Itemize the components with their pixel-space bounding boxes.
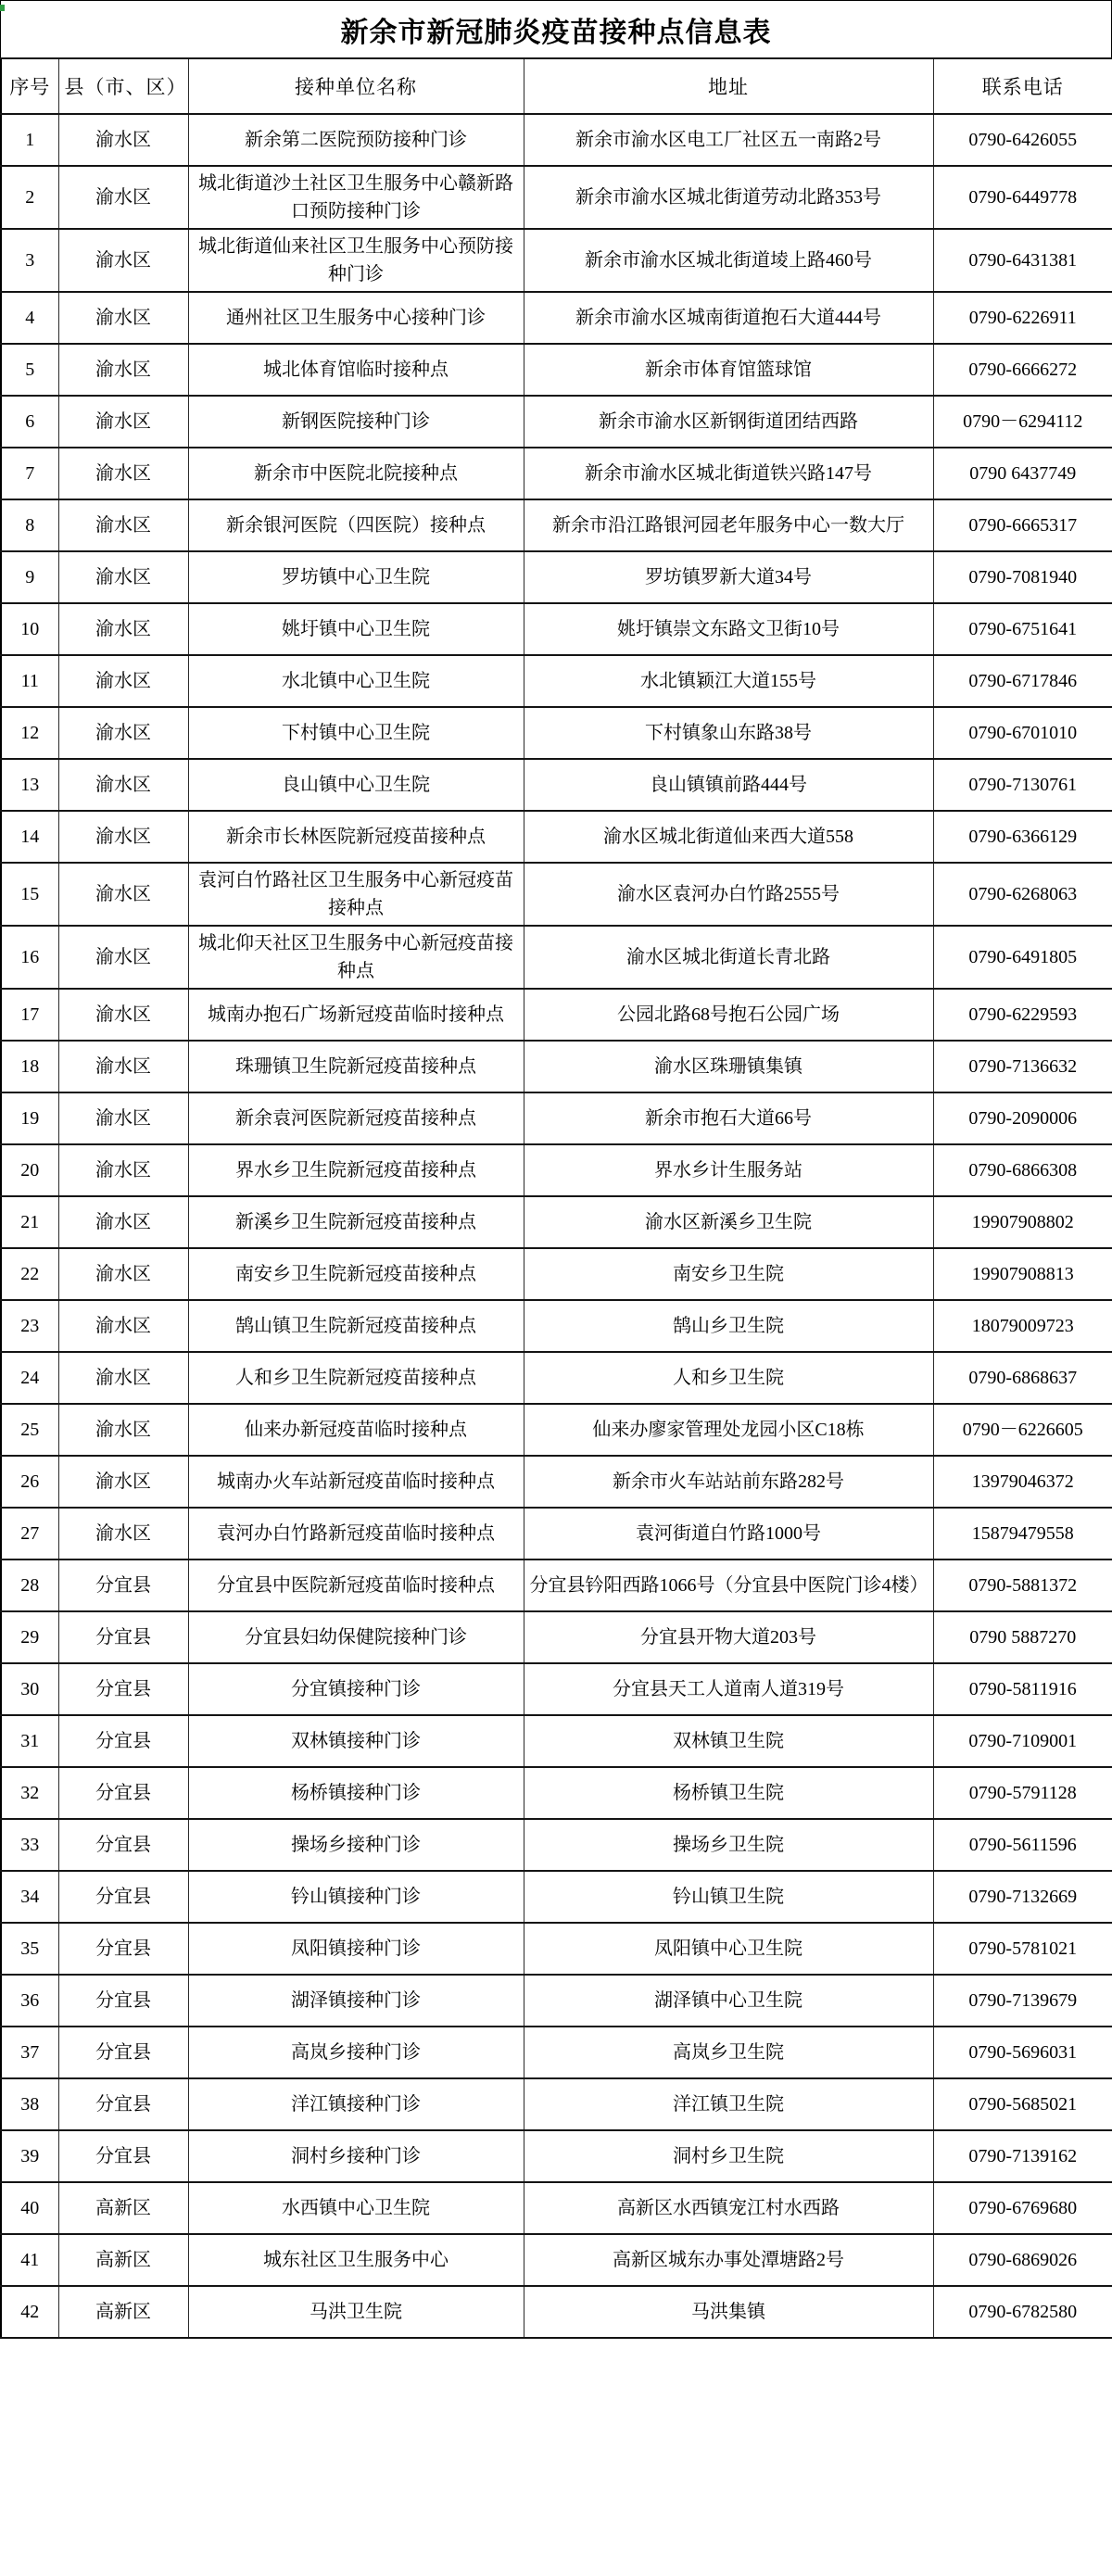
district-cell: 高新区 [58,2182,188,2234]
table-row [1,759,1112,811]
seq-cell: 12 [1,707,58,759]
phone-cell: 0790－6226605 [933,1404,1112,1456]
district-cell: 渝水区 [58,989,188,1041]
table-row [1,1041,1112,1092]
address-cell: 钤山镇卫生院 [524,1871,933,1923]
unit-name-cell: 新余市长林医院新冠疫苗接种点 [188,811,524,863]
unit-name-cell: 界水乡卫生院新冠疫苗接种点 [188,1144,524,1196]
unit-name-cell: 罗坊镇中心卫生院 [188,551,524,603]
table-row [1,926,1112,989]
address-cell: 新余市渝水区城北街道铁兴路147号 [524,448,933,499]
seq-cell: 28 [1,1559,58,1611]
address-cell: 仙来办廖家管理处龙园小区C18栋 [524,1404,933,1456]
phone-cell: 0790-6491805 [933,926,1112,989]
phone-cell: 0790-5696031 [933,2027,1112,2078]
phone-cell: 19907908802 [933,1196,1112,1248]
district-cell: 分宜县 [58,1611,188,1663]
address-cell: 新余市沿江路银河园老年服务中心一数大厅 [524,499,933,551]
district-cell: 渝水区 [58,114,188,166]
table-row [1,1663,1112,1715]
phone-cell: 0790-7136632 [933,1041,1112,1092]
seq-cell: 42 [1,2286,58,2338]
unit-name-cell: 城北体育馆临时接种点 [188,344,524,396]
table-row [1,1456,1112,1508]
seq-cell: 11 [1,655,58,707]
address-cell: 南安乡卫生院 [524,1248,933,1300]
phone-cell: 0790-5811916 [933,1663,1112,1715]
column-header-district: 县（市、区） [58,58,188,114]
unit-name-cell: 分宜县妇幼保健院接种门诊 [188,1611,524,1663]
unit-name-cell: 双林镇接种门诊 [188,1715,524,1767]
table-row [1,396,1112,448]
address-cell: 分宜县钤阳西路1066号（分宜县中医院门诊4楼） [524,1559,933,1611]
address-cell: 鹄山乡卫生院 [524,1300,933,1352]
column-header-seq: 序号 [1,58,58,114]
table-row [1,448,1112,499]
unit-name-cell: 鹄山镇卫生院新冠疫苗接种点 [188,1300,524,1352]
seq-cell: 36 [1,1975,58,2027]
phone-cell: 0790-6226911 [933,292,1112,344]
table-row [1,655,1112,707]
unit-name-cell: 马洪卫生院 [188,2286,524,2338]
seq-cell: 24 [1,1352,58,1404]
seq-cell: 32 [1,1767,58,1819]
unit-name-cell: 新钢医院接种门诊 [188,396,524,448]
seq-cell: 21 [1,1196,58,1248]
district-cell: 分宜县 [58,1975,188,2027]
unit-name-cell: 姚圩镇中心卫生院 [188,603,524,655]
address-cell: 高岚乡卫生院 [524,2027,933,2078]
table-row [1,811,1112,863]
table-row [1,1715,1112,1767]
address-cell: 新余市渝水区新钢街道团结西路 [524,396,933,448]
unit-name-cell: 凤阳镇接种门诊 [188,1923,524,1975]
phone-cell: 0790-5881372 [933,1559,1112,1611]
table-row [1,2130,1112,2182]
phone-cell: 0790-6449778 [933,166,1112,229]
table-row [1,989,1112,1041]
phone-cell: 18079009723 [933,1300,1112,1352]
address-cell: 分宜县开物大道203号 [524,1611,933,1663]
address-cell: 湖泽镇中心卫生院 [524,1975,933,2027]
district-cell: 渝水区 [58,1196,188,1248]
seq-cell: 23 [1,1300,58,1352]
seq-cell: 31 [1,1715,58,1767]
table-header-row [1,58,1112,114]
phone-cell: 0790－6294112 [933,396,1112,448]
seq-cell: 9 [1,551,58,603]
unit-name-cell: 袁河白竹路社区卫生服务中心新冠疫苗接种点 [188,863,524,926]
vaccination-points-table [0,57,1112,2339]
address-cell: 洋江镇卫生院 [524,2078,933,2130]
seq-cell: 25 [1,1404,58,1456]
table-row [1,292,1112,344]
address-cell: 罗坊镇罗新大道34号 [524,551,933,603]
address-cell: 渝水区袁河办白竹路2555号 [524,863,933,926]
table-row [1,1092,1112,1144]
scan-artifact-dot [0,5,5,11]
address-cell: 分宜县天工人道南人道319号 [524,1663,933,1715]
district-cell: 渝水区 [58,1456,188,1508]
phone-cell: 19907908813 [933,1248,1112,1300]
phone-cell: 0790 6437749 [933,448,1112,499]
seq-cell: 29 [1,1611,58,1663]
district-cell: 分宜县 [58,1871,188,1923]
table-row [1,1300,1112,1352]
unit-name-cell: 湖泽镇接种门诊 [188,1975,524,2027]
phone-cell: 0790-5685021 [933,2078,1112,2130]
phone-cell: 0790-7132669 [933,1871,1112,1923]
district-cell: 渝水区 [58,926,188,989]
district-cell: 渝水区 [58,1041,188,1092]
table-row [1,1819,1112,1871]
phone-cell: 0790-5781021 [933,1923,1112,1975]
district-cell: 渝水区 [58,655,188,707]
table-row [1,551,1112,603]
seq-cell: 40 [1,2182,58,2234]
district-cell: 分宜县 [58,1663,188,1715]
address-cell: 新余市渝水区城南街道抱石大道444号 [524,292,933,344]
seq-cell: 22 [1,1248,58,1300]
phone-cell: 0790-6268063 [933,863,1112,926]
district-cell: 渝水区 [58,292,188,344]
table-row [1,344,1112,396]
seq-cell: 35 [1,1923,58,1975]
address-cell: 渝水区城北街道长青北路 [524,926,933,989]
unit-name-cell: 城东社区卫生服务中心 [188,2234,524,2286]
unit-name-cell: 人和乡卫生院新冠疫苗接种点 [188,1352,524,1404]
district-cell: 分宜县 [58,1715,188,1767]
unit-name-cell: 城北仰天社区卫生服务中心新冠疫苗接种点 [188,926,524,989]
seq-cell: 27 [1,1508,58,1559]
unit-name-cell: 城北街道仙来社区卫生服务中心预防接种门诊 [188,229,524,292]
district-cell: 分宜县 [58,2027,188,2078]
district-cell: 分宜县 [58,1559,188,1611]
seq-cell: 8 [1,499,58,551]
district-cell: 渝水区 [58,759,188,811]
seq-cell: 34 [1,1871,58,1923]
address-cell: 双林镇卫生院 [524,1715,933,1767]
district-cell: 渝水区 [58,396,188,448]
district-cell: 渝水区 [58,1144,188,1196]
phone-cell: 0790-6868637 [933,1352,1112,1404]
phone-cell: 0790-6869026 [933,2234,1112,2286]
address-cell: 人和乡卫生院 [524,1352,933,1404]
address-cell: 袁河街道白竹路1000号 [524,1508,933,1559]
address-cell: 水北镇颖江大道155号 [524,655,933,707]
unit-name-cell: 分宜县中医院新冠疫苗临时接种点 [188,1559,524,1611]
table-row [1,1352,1112,1404]
table-row [1,2234,1112,2286]
table-row [1,1975,1112,2027]
address-cell: 高新区城东办事处潭塘路2号 [524,2234,933,2286]
unit-name-cell: 通州社区卫生服务中心接种门诊 [188,292,524,344]
unit-name-cell: 新余袁河医院新冠疫苗接种点 [188,1092,524,1144]
district-cell: 渝水区 [58,1352,188,1404]
unit-name-cell: 珠珊镇卫生院新冠疫苗接种点 [188,1041,524,1092]
district-cell: 渝水区 [58,707,188,759]
phone-cell: 0790-7139162 [933,2130,1112,2182]
unit-name-cell: 仙来办新冠疫苗临时接种点 [188,1404,524,1456]
district-cell: 分宜县 [58,1819,188,1871]
seq-cell: 26 [1,1456,58,1508]
unit-name-cell: 高岚乡接种门诊 [188,2027,524,2078]
phone-cell: 0790-7109001 [933,1715,1112,1767]
phone-cell: 0790-6717846 [933,655,1112,707]
phone-cell: 0790-6751641 [933,603,1112,655]
district-cell: 分宜县 [58,2078,188,2130]
district-cell: 渝水区 [58,1508,188,1559]
unit-name-cell: 水西镇中心卫生院 [188,2182,524,2234]
address-cell: 新余市渝水区城北街道堎上路460号 [524,229,933,292]
seq-cell: 41 [1,2234,58,2286]
address-cell: 界水乡计生服务站 [524,1144,933,1196]
seq-cell: 5 [1,344,58,396]
seq-cell: 14 [1,811,58,863]
table-row [1,1248,1112,1300]
address-cell: 新余市渝水区电工厂社区五一南路2号 [524,114,933,166]
district-cell: 高新区 [58,2234,188,2286]
unit-name-cell: 水北镇中心卫生院 [188,655,524,707]
district-cell: 分宜县 [58,1923,188,1975]
table-row [1,499,1112,551]
phone-cell: 0790-5791128 [933,1767,1112,1819]
district-cell: 渝水区 [58,863,188,926]
seq-cell: 17 [1,989,58,1041]
phone-cell: 0790-6229593 [933,989,1112,1041]
phone-cell: 0790-6431381 [933,229,1112,292]
phone-cell: 0790-2090006 [933,1092,1112,1144]
address-cell: 渝水区新溪乡卫生院 [524,1196,933,1248]
unit-name-cell: 城北街道沙土社区卫生服务中心赣新路口预防接种门诊 [188,166,524,229]
address-cell: 洞村乡卫生院 [524,2130,933,2182]
table-row [1,863,1112,926]
column-header-address: 地址 [524,58,933,114]
table-row [1,1923,1112,1975]
seq-cell: 7 [1,448,58,499]
table-row [1,166,1112,229]
unit-name-cell: 洋江镇接种门诊 [188,2078,524,2130]
phone-cell: 0790-6769680 [933,2182,1112,2234]
unit-name-cell: 下村镇中心卫生院 [188,707,524,759]
seq-cell: 15 [1,863,58,926]
phone-cell: 0790-5611596 [933,1819,1112,1871]
table-row [1,114,1112,166]
address-cell: 杨桥镇卫生院 [524,1767,933,1819]
address-cell: 新余市火车站站前东路282号 [524,1456,933,1508]
district-cell: 渝水区 [58,499,188,551]
table-row [1,1144,1112,1196]
unit-name-cell: 操场乡接种门诊 [188,1819,524,1871]
phone-cell: 0790-6665317 [933,499,1112,551]
seq-cell: 3 [1,229,58,292]
unit-name-cell: 洞村乡接种门诊 [188,2130,524,2182]
table-row [1,1508,1112,1559]
district-cell: 渝水区 [58,229,188,292]
district-cell: 分宜县 [58,1767,188,1819]
district-cell: 渝水区 [58,448,188,499]
address-cell: 凤阳镇中心卫生院 [524,1923,933,1975]
address-cell: 姚圩镇崇文东路文卫街10号 [524,603,933,655]
unit-name-cell: 良山镇中心卫生院 [188,759,524,811]
seq-cell: 39 [1,2130,58,2182]
table-row [1,2078,1112,2130]
district-cell: 渝水区 [58,1404,188,1456]
phone-cell: 0790-6666272 [933,344,1112,396]
phone-cell: 0790-7130761 [933,759,1112,811]
phone-cell: 0790 5887270 [933,1611,1112,1663]
seq-cell: 2 [1,166,58,229]
seq-cell: 20 [1,1144,58,1196]
table-row [1,1196,1112,1248]
phone-cell: 0790-6366129 [933,811,1112,863]
unit-name-cell: 钤山镇接种门诊 [188,1871,524,1923]
district-cell: 渝水区 [58,166,188,229]
table-row [1,707,1112,759]
seq-cell: 13 [1,759,58,811]
unit-name-cell: 新余市中医院北院接种点 [188,448,524,499]
column-header-phone: 联系电话 [933,58,1112,114]
table-row [1,2182,1112,2234]
seq-cell: 4 [1,292,58,344]
seq-cell: 6 [1,396,58,448]
unit-name-cell: 城南办火车站新冠疫苗临时接种点 [188,1456,524,1508]
unit-name-cell: 杨桥镇接种门诊 [188,1767,524,1819]
unit-name-cell: 新余第二医院预防接种门诊 [188,114,524,166]
table-row [1,2027,1112,2078]
address-cell: 渝水区珠珊镇集镇 [524,1041,933,1092]
unit-name-cell: 新余银河医院（四医院）接种点 [188,499,524,551]
seq-cell: 1 [1,114,58,166]
district-cell: 渝水区 [58,1300,188,1352]
seq-cell: 10 [1,603,58,655]
table-row [1,1559,1112,1611]
address-cell: 新余市渝水区城北街道劳动北路353号 [524,166,933,229]
table-row [1,603,1112,655]
table-row [1,1767,1112,1819]
district-cell: 分宜县 [58,2130,188,2182]
phone-cell: 0790-6866308 [933,1144,1112,1196]
unit-name-cell: 南安乡卫生院新冠疫苗接种点 [188,1248,524,1300]
table-row [1,1871,1112,1923]
seq-cell: 18 [1,1041,58,1092]
district-cell: 渝水区 [58,1248,188,1300]
district-cell: 渝水区 [58,344,188,396]
unit-name-cell: 城南办抱石广场新冠疫苗临时接种点 [188,989,524,1041]
seq-cell: 33 [1,1819,58,1871]
address-cell: 下村镇象山东路38号 [524,707,933,759]
phone-cell: 13979046372 [933,1456,1112,1508]
address-cell: 公园北路68号抱石公园广场 [524,989,933,1041]
phone-cell: 15879479558 [933,1508,1112,1559]
address-cell: 操场乡卫生院 [524,1819,933,1871]
seq-cell: 37 [1,2027,58,2078]
phone-cell: 0790-7081940 [933,551,1112,603]
seq-cell: 38 [1,2078,58,2130]
unit-name-cell: 新溪乡卫生院新冠疫苗接种点 [188,1196,524,1248]
address-cell: 新余市体育馆篮球馆 [524,344,933,396]
phone-cell: 0790-6426055 [933,114,1112,166]
address-cell: 渝水区城北街道仙来西大道558 [524,811,933,863]
page-title: 新余市新冠肺炎疫苗接种点信息表 [0,0,1112,57]
district-cell: 渝水区 [58,551,188,603]
address-cell: 新余市抱石大道66号 [524,1092,933,1144]
phone-cell: 0790-6701010 [933,707,1112,759]
table-row [1,2286,1112,2338]
district-cell: 渝水区 [58,811,188,863]
district-cell: 渝水区 [58,603,188,655]
seq-cell: 30 [1,1663,58,1715]
table-row [1,1404,1112,1456]
table-row [1,229,1112,292]
unit-name-cell: 分宜镇接种门诊 [188,1663,524,1715]
address-cell: 马洪集镇 [524,2286,933,2338]
table-row [1,1611,1112,1663]
address-cell: 高新区水西镇宠江村水西路 [524,2182,933,2234]
seq-cell: 19 [1,1092,58,1144]
seq-cell: 16 [1,926,58,989]
unit-name-cell: 袁河办白竹路新冠疫苗临时接种点 [188,1508,524,1559]
phone-cell: 0790-6782580 [933,2286,1112,2338]
district-cell: 高新区 [58,2286,188,2338]
district-cell: 渝水区 [58,1092,188,1144]
column-header-unit: 接种单位名称 [188,58,524,114]
address-cell: 良山镇镇前路444号 [524,759,933,811]
phone-cell: 0790-7139679 [933,1975,1112,2027]
